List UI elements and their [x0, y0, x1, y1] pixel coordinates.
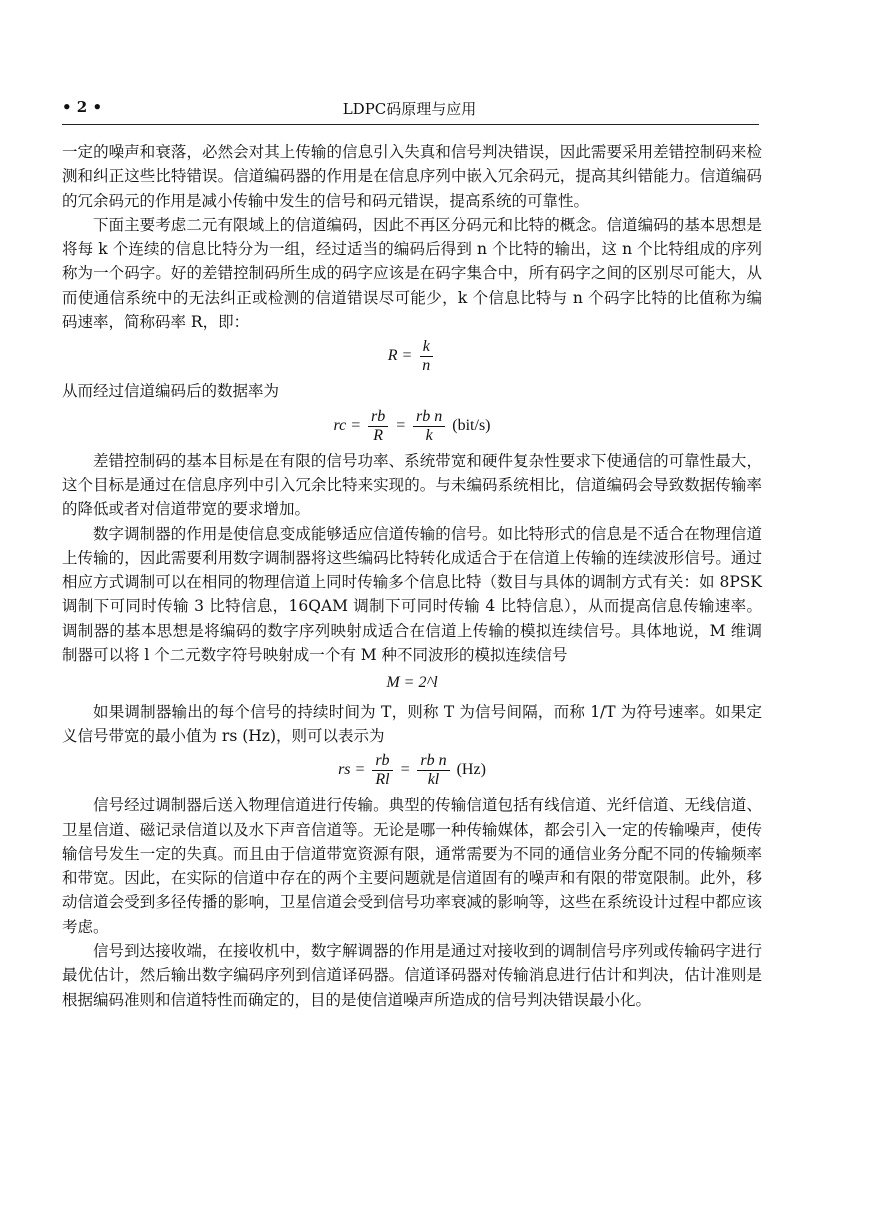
equals-sign: = — [399, 761, 411, 779]
formula-data-rate-lhs: rc = — [333, 416, 362, 434]
formula-symbol-rate-lhs: rs = — [338, 761, 366, 779]
fraction-denominator: k — [425, 426, 433, 444]
paragraph-3: 从而经过信道编码后的数据率为 — [62, 382, 280, 401]
formula-data-rate-fraction-2 — [413, 408, 445, 445]
paragraph-4: 差错控制码的基本目标是在有限的信号功率、系统带宽和硬件复杂性要求下使通信的可靠性最大，这个目标是通过在信息序列中引入冗余比特来实现的。与未编码系统相比，信道编码会导致数据传输率的降低或者对信道带宽的要求增加。 — [62, 451, 762, 519]
formula-symbol-rate-fraction-1 — [372, 752, 392, 789]
page-number: • 2 • — [62, 98, 103, 116]
paragraph-8: 信号到达接收端，在接收机中，数字解调器的作用是通过对接收到的调制信号序列或传输码字进行最优估计，然后输出数字编码序列到信道译码器。信道译码器对传输消息进行估计和判决，估计准则是根据编码准则和信道特性而确定的，目的是使信道噪声所造成的信号判决错误最小化。 — [62, 942, 762, 1009]
fraction-numerator: rb — [372, 752, 392, 771]
formula-data-rate-fraction-1 — [368, 408, 388, 445]
fraction-denominator: Rl — [375, 771, 390, 789]
paragraph-2: 下面主要考虑二元有限域上的信道编码，因此不再区分码元和比特的概念。信道编码的基本思想是将每 k 个连续的信息比特分为一组，经过适当的编码后得到 n 个比特的输出，这 n 个比特组成的序列称为一个码字。好的差错控制码所生成的码字应该是在码字集合中，所有码字之间的区别尽可能大，从而使通信系统中的无法纠正或检测的信道错误尽可能少，k 个信息比特与 n 个码字比特的比值称为编码速率，简称码率 R，即： — [62, 215, 762, 332]
paragraph-5: 数字调制器的作用是使信息变成能够适应信道传输的信号。如比特形式的信息是不适合在物理信道上传输的，因此需要利用数字调制器将这些编码比特转化成适合于在信道上传输的连续波形信号。通过相应方式调制可以在相同的物理信道上同时传输多个信息比特（数目与具体的调制方式有关：如 8PSK 调制下可同时传输 3 比特信息，16QAM 调制下可同时传输 4 比特信息），从而提高信息传输速率。调制器的基本思想是将编码的数字序列映射成适合在信道上传输的模拟连续信号。具体地说，M 维调制器可以将 l 个二元数字符号映射成一个有 M 种不同波形的模拟连续信号 — [62, 524, 762, 665]
fraction-denominator: n — [422, 357, 431, 375]
fraction-denominator: kl — [427, 771, 440, 789]
formula-data-rate — [62, 408, 762, 445]
formula-modulation-order: M = 2^l — [386, 674, 438, 692]
running-title: LDPC码原理与应用 — [342, 100, 477, 118]
paragraph-7: 信号经过调制器后送入物理信道进行传输。典型的传输信道包括有线信道、光纤信道、无线信道、卫星信道、磁记录信道以及水下声音信道等。无论是哪一种传输媒体，都会引入一定的传输噪声，使传输信号发生一定的失真。而且由于信道带宽资源有限，通常需要为不同的通信业务分配不同的传输频率和带宽。因此，在实际的信道中存在的两个主要问题就是信道固有的噪声和有限的带宽限制。此外，移动信道会受到多径传播的影响，卫星信道会受到信号功率衰减的影响等，这些在系统设计过程中都应该考虑。 — [62, 796, 762, 936]
page-header — [62, 98, 757, 124]
formula-symbol-rate — [62, 752, 762, 789]
formula-code-rate-lhs: R = — [387, 347, 413, 365]
fraction-numerator: rb — [368, 408, 388, 427]
paragraph-1: 一定的噪声和衰落，必然会对其上传输的信息引入失真和信号判决错误，因此需要采用差错控制码来检测和纠正这些比特错误。信道编码器的作用是在信息序列中嵌入冗余码元，提高其纠错能力。信道编码的冗余码元的作用是减小传输中发生的信号和码元错误，提高系统的可靠性。 — [62, 143, 762, 210]
fraction-numerator: rb n — [413, 408, 445, 427]
page-body — [62, 140, 762, 1012]
fraction-numerator: rb n — [417, 752, 449, 771]
paragraph-6: 如果调制器输出的每个信号的持续时间为 T，则称 T 为信号间隔，而称 1/T 为符号速率。如果定义信号带宽的最小值为 rs (Hz)，则可以表示为 — [62, 702, 762, 745]
header-rule — [62, 124, 759, 125]
formula-unit: (Hz) — [456, 761, 486, 779]
formula-code-rate-fraction — [419, 338, 433, 375]
formula-unit: (bit/s) — [452, 416, 491, 434]
formula-symbol-rate-fraction-2 — [417, 752, 449, 789]
fraction-numerator: k — [420, 338, 433, 357]
equals-sign: = — [395, 416, 407, 434]
formula-code-rate — [62, 338, 762, 375]
fraction-denominator: R — [373, 426, 384, 444]
